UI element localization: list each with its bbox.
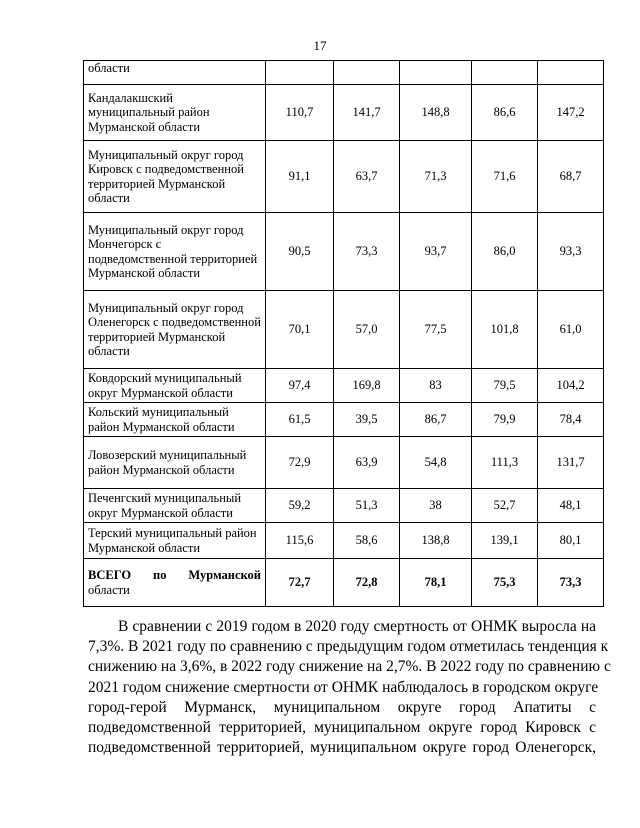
body-paragraph	[88, 617, 611, 758]
row-value: 93,7	[400, 213, 472, 291]
row-value: 86,7	[400, 403, 472, 437]
table-row	[84, 489, 604, 523]
row-value: 91,1	[266, 141, 334, 213]
row-value: 83	[400, 369, 472, 403]
row-value: 70,1	[266, 291, 334, 369]
row-name: Кольский муниципальный район Мурманской области	[84, 403, 266, 437]
row-value: 48,1	[538, 489, 604, 523]
row-value: 147,2	[538, 85, 604, 141]
row-value: 97,4	[266, 369, 334, 403]
row-value: 54,8	[400, 437, 472, 489]
paragraph-line: подведомственной территорией, муниципальном округе город Кировск с	[88, 719, 596, 737]
page-number: 17	[313, 38, 327, 53]
row-name: Кандалакшский муниципальный район Мурманской области	[84, 85, 266, 141]
row-value: 68,7	[538, 141, 604, 213]
row-value: 77,5	[400, 291, 472, 369]
row-value: 115,6	[266, 523, 334, 559]
row-name: Муниципальный округ город Оленегорск с подведомственной территорией Мурманской области	[84, 291, 266, 369]
mortality-table	[83, 60, 604, 607]
row-value: 101,8	[472, 291, 538, 369]
total-value: 75,3	[472, 559, 538, 607]
row-value: 111,3	[472, 437, 538, 489]
row-value: 39,5	[334, 403, 400, 437]
row-name: Печенгский муниципальный округ Мурманской области	[84, 489, 266, 523]
paragraph-line: В сравнении с 2019 годом в 2020 году смертность от ОНМК выросла на	[118, 618, 596, 635]
row-value: 51,3	[334, 489, 400, 523]
total-value: 72,7	[266, 559, 334, 607]
row-value: 61,0	[538, 291, 604, 369]
row-value: 104,2	[538, 369, 604, 403]
row-name: Муниципальный округ город Кировск с подведомственной территорией Мурманской области	[84, 141, 266, 213]
row-value	[538, 61, 604, 85]
row-value: 169,8	[334, 369, 400, 403]
row-value: 131,7	[538, 437, 604, 489]
table-row	[84, 141, 604, 213]
row-value	[400, 61, 472, 85]
paragraph-line: 7,3%. В 2021 году по сравнению с предыдущим годом отметилась тенденция к	[88, 638, 609, 656]
row-name: Ловозерский муниципальный район Мурманской области	[84, 437, 266, 489]
table-row	[84, 437, 604, 489]
row-value: 148,8	[400, 85, 472, 141]
total-row	[84, 559, 604, 607]
table-row	[84, 213, 604, 291]
row-value	[472, 61, 538, 85]
total-value: 73,3	[538, 559, 604, 607]
row-value: 58,6	[334, 523, 400, 559]
row-value: 57,0	[334, 291, 400, 369]
total-value: 78,1	[400, 559, 472, 607]
total-label-line1: ВСЕГО по Мурманской	[88, 568, 261, 582]
row-value: 78,4	[538, 403, 604, 437]
row-value: 63,9	[334, 437, 400, 489]
total-label-line2: области	[88, 582, 130, 597]
table-row	[84, 85, 604, 141]
table-row	[84, 523, 604, 559]
row-value: 86,0	[472, 213, 538, 291]
paragraph-line: город-герой Мурманск, муниципальном округе город Апатиты с	[88, 698, 596, 716]
row-value: 141,7	[334, 85, 400, 141]
row-value: 139,1	[472, 523, 538, 559]
row-value: 90,5	[266, 213, 334, 291]
total-label	[84, 559, 266, 607]
row-name: Муниципальный округ город Мончегорск с подведомственной территорией Мурманской области	[84, 213, 266, 291]
paragraph-line: подведомственной территорией, муниципальном округе город Оленегорск,	[88, 739, 596, 757]
row-value: 59,2	[266, 489, 334, 523]
row-value: 71,3	[400, 141, 472, 213]
row-name: области	[84, 61, 266, 85]
row-value: 110,7	[266, 85, 334, 141]
row-value: 61,5	[266, 403, 334, 437]
row-value: 79,5	[472, 369, 538, 403]
table-row	[84, 403, 604, 437]
row-value: 138,8	[400, 523, 472, 559]
table-row	[84, 61, 604, 85]
paragraph-line: 2021 годом снижение смертности от ОНМК наблюдалось в городском округе	[88, 678, 599, 696]
table-row	[84, 291, 604, 369]
row-value	[266, 61, 334, 85]
total-value: 72,8	[334, 559, 400, 607]
row-value: 38	[400, 489, 472, 523]
row-value: 79,9	[472, 403, 538, 437]
row-value: 72,9	[266, 437, 334, 489]
row-value: 93,3	[538, 213, 604, 291]
row-value: 52,7	[472, 489, 538, 523]
table-row	[84, 369, 604, 403]
row-value: 80,1	[538, 523, 604, 559]
row-value	[334, 61, 400, 85]
row-value: 73,3	[334, 213, 400, 291]
row-name: Ковдорский муниципальный округ Мурманской области	[84, 369, 266, 403]
row-value: 86,6	[472, 85, 538, 141]
paragraph-line: снижению на 3,6%, в 2022 году снижение на 2,7%. В 2022 году по сравнению с	[88, 658, 611, 676]
row-value: 71,6	[472, 141, 538, 213]
row-name: Терский муниципальный район Мурманской области	[84, 523, 266, 559]
row-value: 63,7	[334, 141, 400, 213]
